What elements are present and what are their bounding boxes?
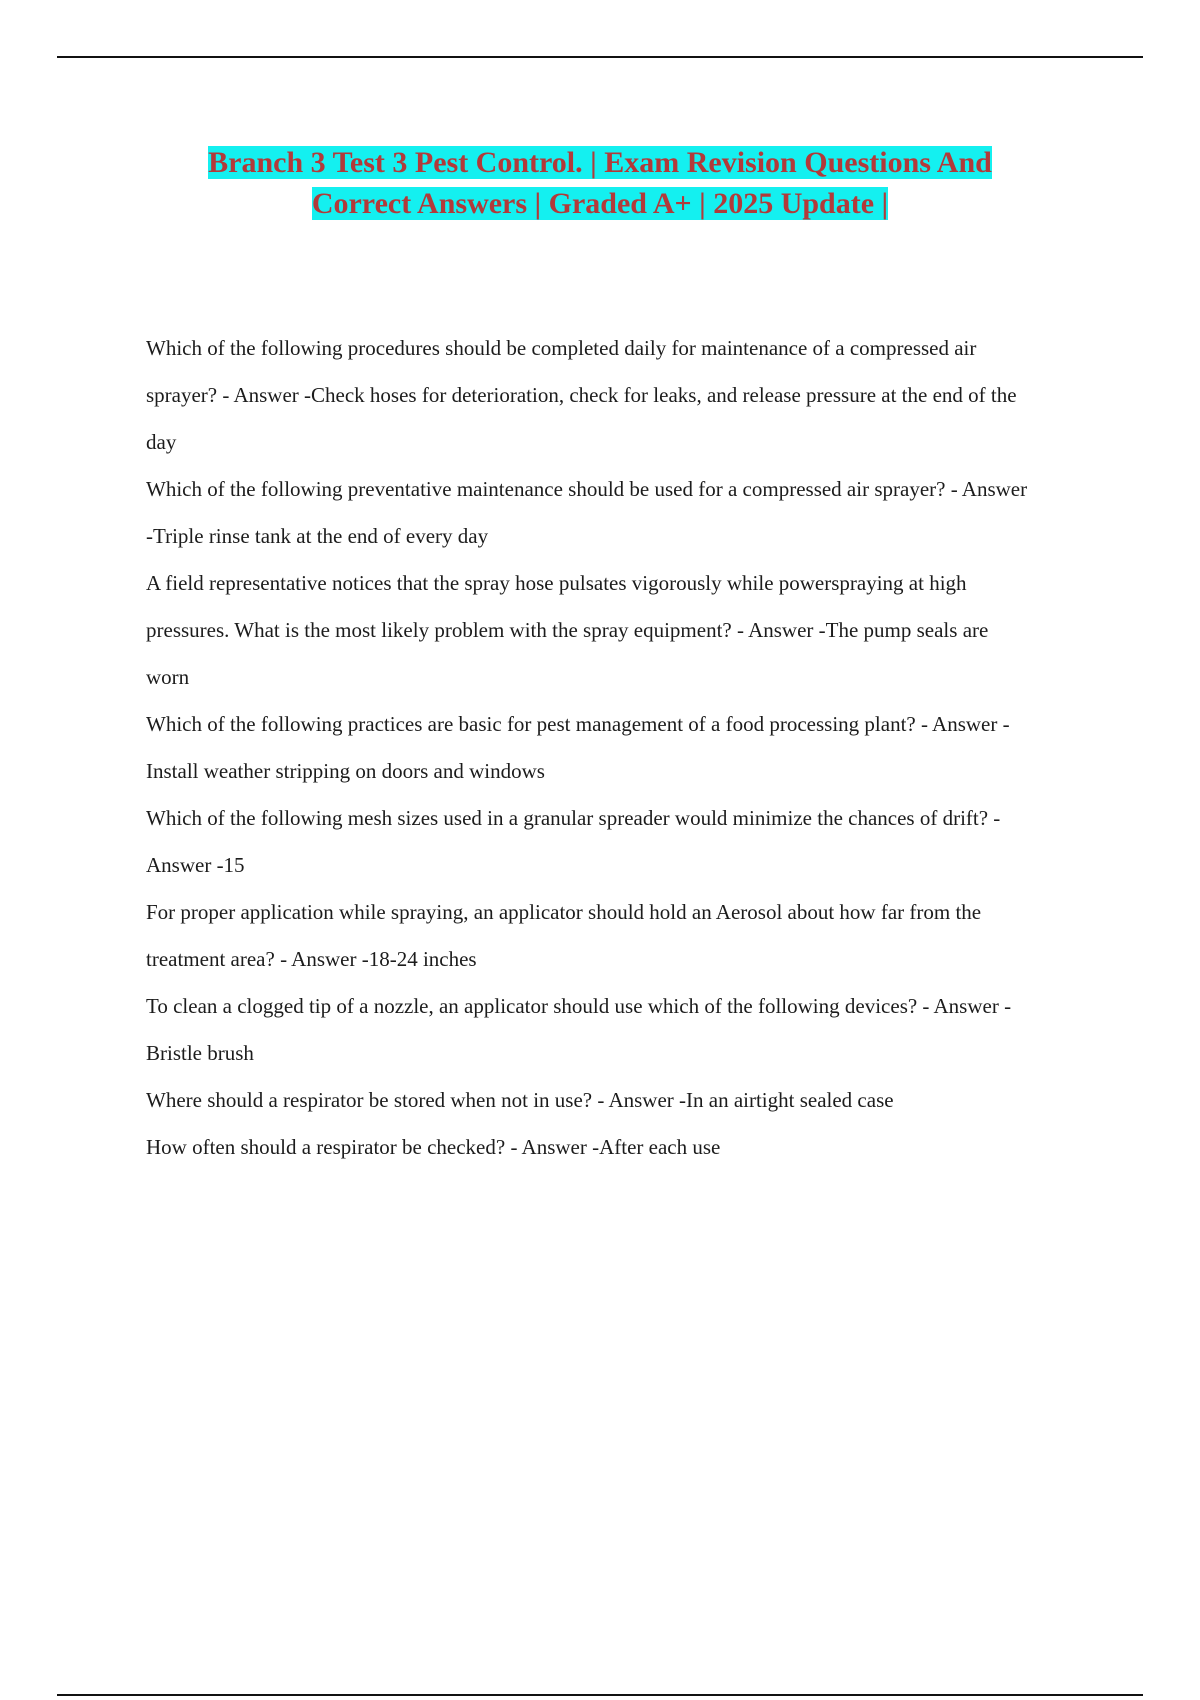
- document-body: [146, 333, 1088, 1179]
- body-paragraph: sprayer? - Answer -Check hoses for deterioration, check for leaks, and release pressure at the end of the: [146, 383, 1017, 407]
- document-title: [100, 142, 1100, 224]
- bottom-divider: [57, 1694, 1143, 1696]
- body-paragraph: Which of the following practices are basic for pest management of a food processing plant? - Answer -: [146, 712, 1010, 736]
- body-paragraph: Which of the following preventative maintenance should be used for a compressed air sprayer? - Answer: [146, 477, 1028, 501]
- body-paragraph: day: [146, 430, 177, 454]
- body-paragraph: pressures. What is the most likely problem with the spray equipment? - Answer -The pump seals are: [146, 618, 989, 642]
- body-paragraph: Install weather stripping on doors and windows: [146, 759, 545, 783]
- body-paragraph: A field representative notices that the spray hose pulsates vigorously while powerspraying at high: [146, 571, 967, 595]
- body-paragraph: How often should a respirator be checked? - Answer -After each use: [146, 1135, 721, 1159]
- document-title-line-2: Correct Answers | Graded A+ | 2025 Update |: [311, 187, 889, 220]
- top-divider: [57, 56, 1143, 58]
- body-paragraph: worn: [146, 665, 190, 689]
- body-paragraph: -Triple rinse tank at the end of every day: [146, 524, 489, 548]
- body-paragraph: For proper application while spraying, an applicator should hold an Aerosol about how far from the: [146, 900, 982, 924]
- document-title-line-1: Branch 3 Test 3 Pest Control. | Exam Revision Questions And: [208, 146, 992, 179]
- body-paragraph: Which of the following procedures should be completed daily for maintenance of a compressed air: [146, 336, 977, 360]
- body-paragraph: Where should a respirator be stored when not in use? - Answer -In an airtight sealed case: [146, 1088, 894, 1112]
- body-paragraph: Bristle brush: [146, 1041, 254, 1065]
- body-paragraph: Answer -15: [146, 853, 245, 877]
- body-paragraph: To clean a clogged tip of a nozzle, an applicator should use which of the following devices? - Answer -: [146, 994, 1012, 1018]
- body-paragraph: Which of the following mesh sizes used in a granular spreader would minimize the chances of drift? -: [146, 806, 1001, 830]
- body-paragraph: treatment area? - Answer -18-24 inches: [146, 947, 477, 971]
